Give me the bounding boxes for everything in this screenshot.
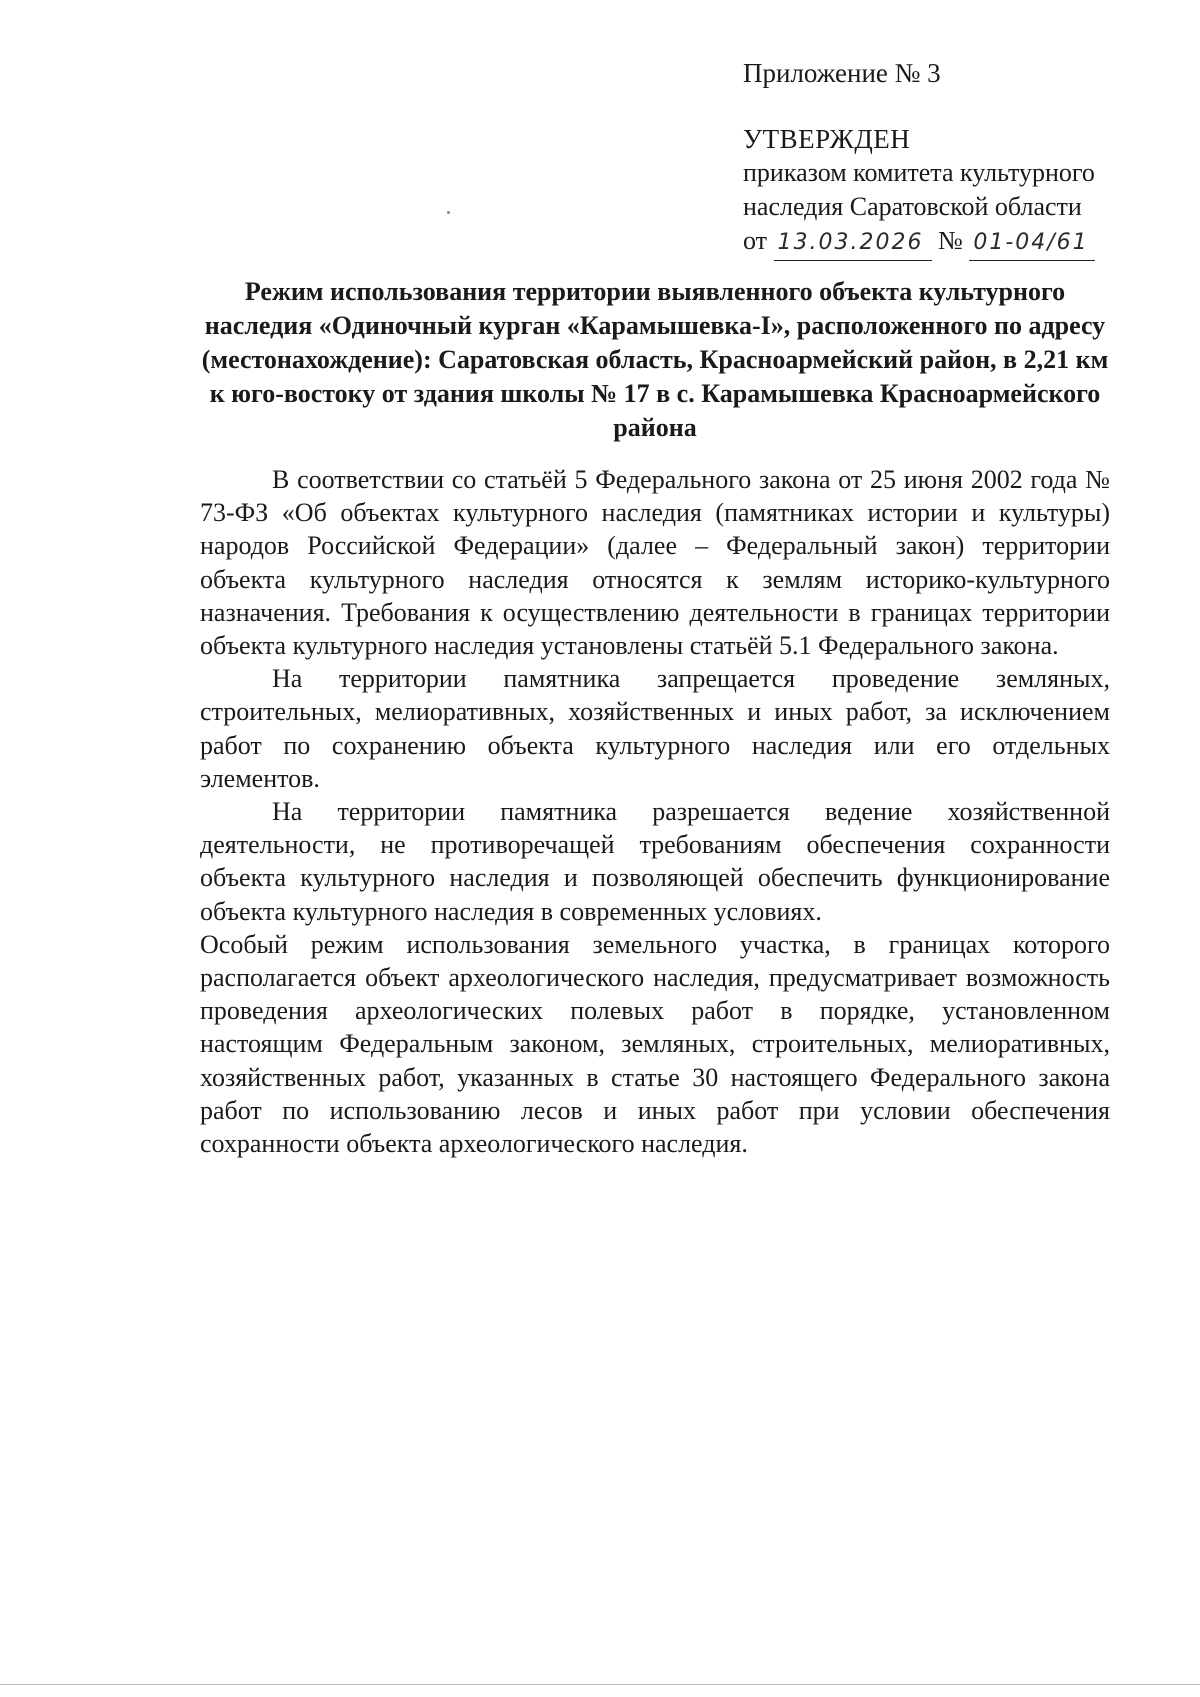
approval-block — [743, 56, 1163, 261]
scan-edge-line — [0, 1684, 1200, 1685]
approved-heading: УТВЕРЖДЕН — [743, 124, 911, 154]
approval-date-number-line — [743, 224, 1163, 261]
approval-line-2: наследия Саратовской области — [743, 192, 1082, 221]
from-label: от — [743, 226, 768, 255]
document-body — [200, 463, 1110, 1160]
annex-label: Приложение № 3 — [743, 58, 941, 88]
paragraph-2: На территории памятника запрещается проведение земляных, строительных, мелиоративных, хозяйственных и иных работ, за исключением работ по сохранению объекта культурного наследия или его отдельных элементов. — [200, 664, 1110, 793]
handwritten-date: 13.03.2026 — [774, 226, 932, 261]
paragraph-3: На территории памятника разрешается ведение хозяйственной деятельности, не противоречащей требованиям обеспечения сохранности объекта культурного наследия и позволяющей обеспечить функционирование объекта культурного наследия в современных условиях. — [200, 797, 1110, 926]
document-title: Режим использования территории выявленного объекта культурного наследия «Одиночный курган «Карамышевка-I», расположенного по адресу (местонахождение): Саратовская область, Красноармейский район, в 2,21 км к юго-востоку от здания школы № 17 в с. Карамышевка Красноармейского района — [201, 277, 1109, 442]
number-label: № — [938, 226, 963, 255]
paragraph-1: В соответствии со статьёй 5 Федерального закона от 25 июня 2002 года № 73-ФЗ «Об объектах культурного наследия (памятниках истории и культуры) народов Российской Федерации» (далее – Федеральный закон) территории объекта культурного наследия относятся к землям историко-культурного назначения. Требования к осуществлению деятельности в границах территории объекта культурного наследия установлены статьёй 5.1 Федерального закона. — [200, 465, 1110, 661]
approval-line-1: приказом комитета культурного — [743, 158, 1095, 187]
handwritten-number: 01-04/61 — [969, 226, 1095, 261]
paragraph-4: Особый режим использования земельного участка, в границах которого располагается объект археологического наследия, предусматривает возможность проведения археологических полевых работ в порядке, установленном настоящим Федеральным законом, земляных, строительных, мелиоративных, хозяйственных работ, указанных в статье 30 настоящего Федерального закона работ по использованию лесов и иных работ при условии обеспечения сохранности объекта археологического наследия. — [200, 929, 1110, 1159]
scan-speck — [447, 211, 450, 214]
